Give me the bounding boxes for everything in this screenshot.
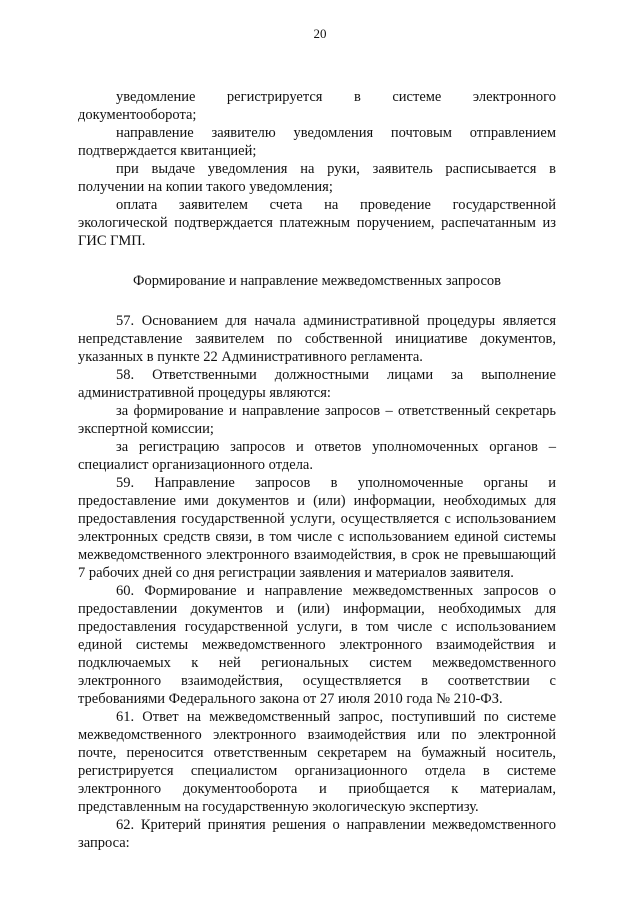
- paragraph: при выдаче уведомления на руки, заявитель расписывается в получении на копии такого уведомления;: [78, 161, 556, 195]
- paragraph: 58. Ответственными должностными лицами за выполнение административной процедуры являются:: [78, 367, 556, 401]
- paragraph: 57. Основанием для начала административной процедуры является непредставление заявителем по собственной инициативе документов, указанных в пункте 22 Административного регламента.: [78, 313, 556, 365]
- paragraph: 62. Критерий принятия решения о направлении межведомственного запроса:: [78, 817, 556, 851]
- paragraph: 61. Ответ на межведомственный запрос, поступивший по системе межведомственного электронного взаимодействия или по электронной почте, переносится ответственным секретарем на бумажный носитель, регистрируется специалистом организационного отдела в системе электронного документооборота и приобщается к материалам, представленным на государственную экологическую экспертизу.: [78, 709, 556, 815]
- paragraph: 60. Формирование и направление межведомственных запросов о предоставлении документов и (или) информации, необходимых для предоставления государственной услуги, в том числе с использованием единой системы межведомственного электронного взаимодействия и подключаемых к ней региональных систем межведомственного электронного взаимодействия, осуществляется в соответствии с требованиями Федерального закона от 27 июля 2010 года № 210-ФЗ.: [78, 583, 556, 707]
- section-heading: Формирование и направление межведомственных запросов: [133, 273, 501, 289]
- paragraph: за регистрацию запросов и ответов уполномоченных органов – специалист организационного отдела.: [78, 439, 556, 473]
- paragraph: уведомление регистрируется в системе электронного документооборота;: [78, 89, 556, 123]
- paragraph: за формирование и направление запросов – ответственный секретарь экспертной комиссии;: [78, 403, 556, 437]
- document-body: [78, 88, 556, 852]
- paragraph: 59. Направление запросов в уполномоченные органы и предоставление ими документов и (или) информации, необходимых для предоставления государственной услуги, осуществляется с использованием электронных средств связи, в том числе с использованием единой системы межведомственного электронного взаимодействия, в срок не превышающий 7 рабочих дней со дня регистрации заявления и материалов заявителя.: [78, 475, 556, 581]
- paragraph: направление заявителю уведомления почтовым отправлением подтверждается квитанцией;: [78, 125, 556, 159]
- page-number: 20: [313, 26, 327, 41]
- paragraph: оплата заявителем счета на проведение государственной экологической подтверждается платежным поручением, распечатанным из ГИС ГМП.: [78, 197, 556, 249]
